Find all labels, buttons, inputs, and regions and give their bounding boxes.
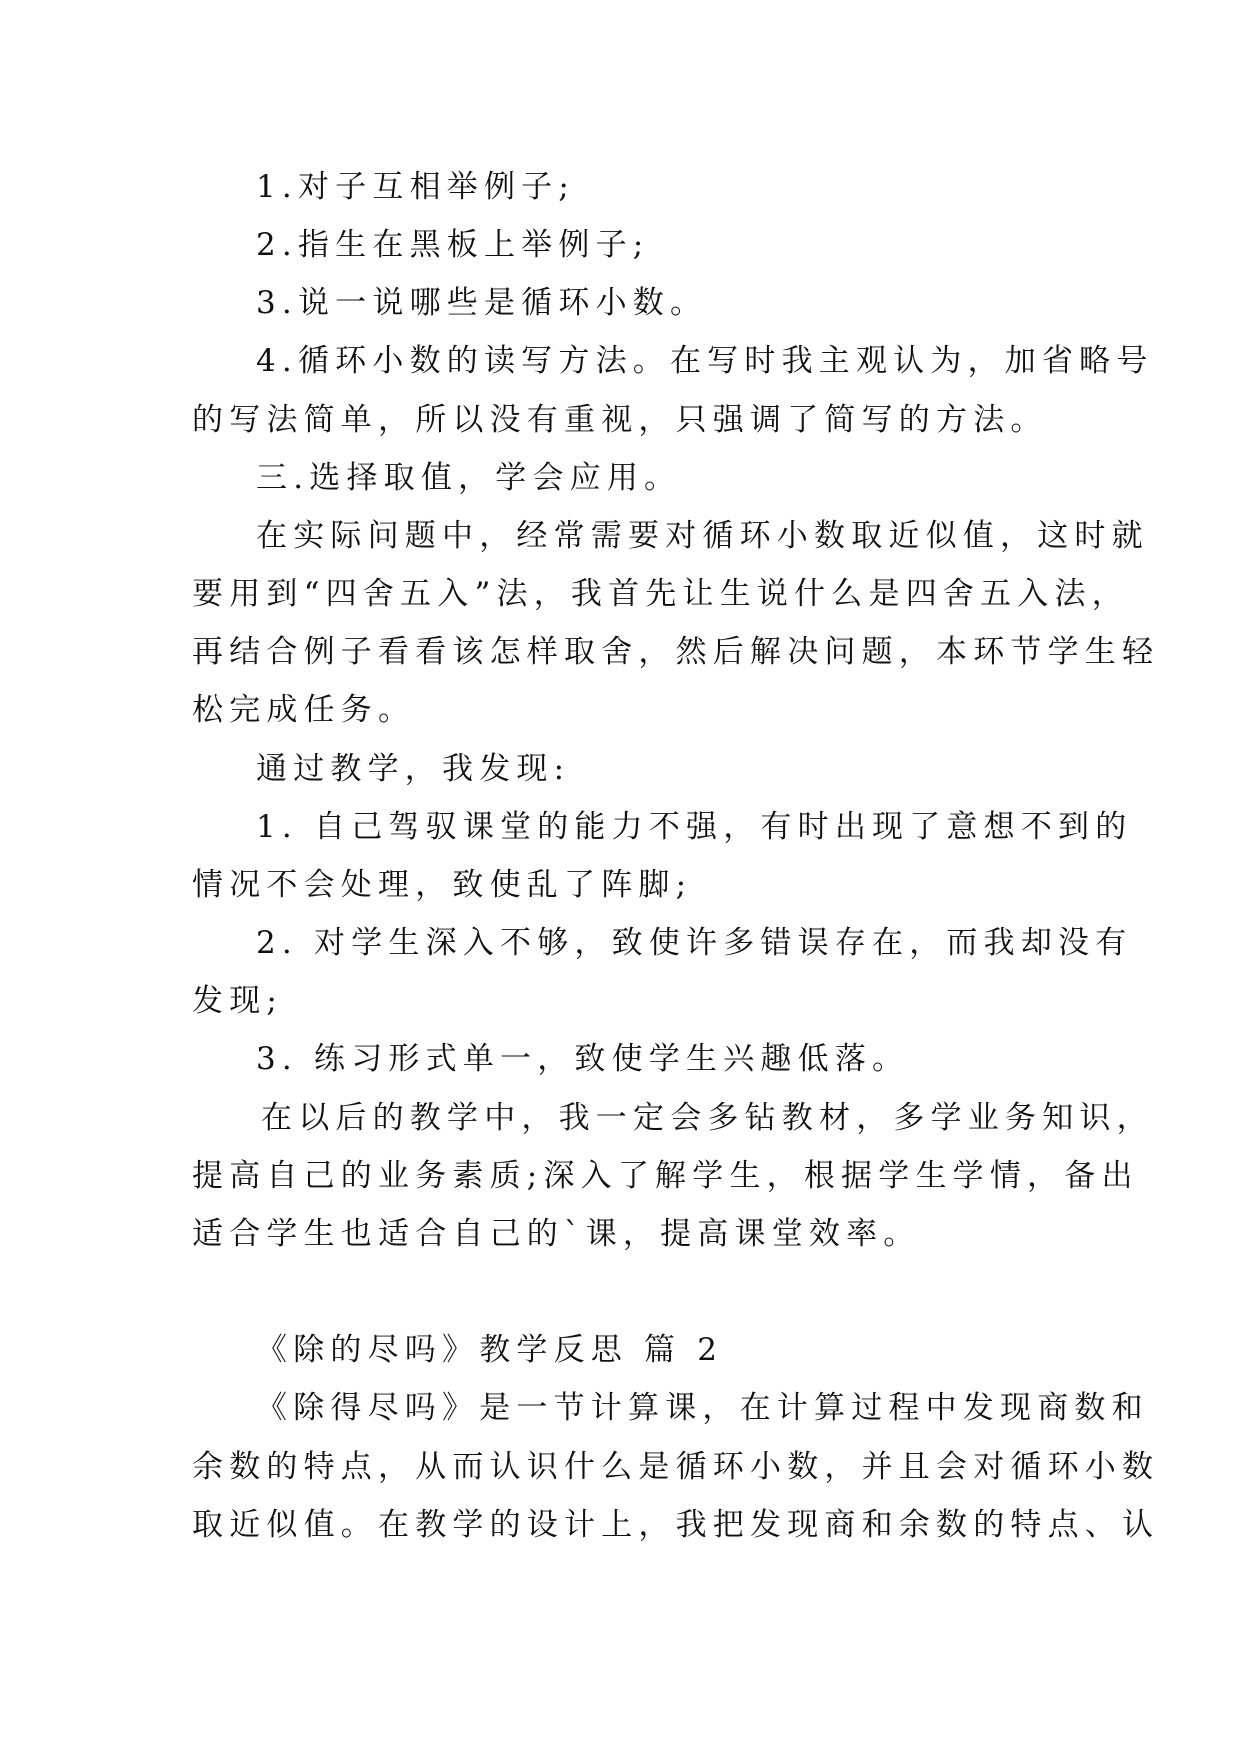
- paragraph-line: 余数的特点，从而认识什么是循环小数，并且会对循环小数: [192, 1449, 1160, 1485]
- article-title: 《除的尽吗》教学反思 篇 2: [256, 1332, 724, 1368]
- list-item-line: 3. 练习形式单一，致使学生兴趣低落。: [256, 1041, 910, 1077]
- paragraph-line: 要用到“四舍五入”法，我首先让生说什么是四舍五入法，: [192, 576, 1129, 612]
- list-item-line: 情况不会处理，致使乱了阵脚;: [192, 867, 693, 903]
- paragraph-line: 2.指生在黑板上举例子;: [256, 227, 650, 263]
- list-item-line: 发现;: [192, 983, 284, 1019]
- paragraph-line: 松完成任务。: [192, 692, 416, 728]
- paragraph-line: 再结合例子看看该怎样取舍，然后解决问题，本环节学生轻: [192, 634, 1160, 670]
- paragraph-line: 在以后的教学中，我一定会多钻教材，多学业务知识，: [261, 1100, 1154, 1136]
- paragraph-line: 取近似值。在教学的设计上，我把发现商和余数的特点、认: [192, 1507, 1160, 1543]
- paragraph-line: 提高自己的业务素质;深入了解学生，根据学生学情，备出: [192, 1158, 1139, 1194]
- list-item-line: 1. 自己驾驭课堂的能力不强，有时出现了意想不到的: [256, 809, 1133, 845]
- paragraph-line: 通过教学，我发现:: [256, 751, 571, 787]
- paragraph-line: 适合学生也适合自己的`课，提高课堂效率。: [192, 1216, 921, 1252]
- paragraph-line: 在实际问题中，经常需要对循环小数取近似值，这时就: [256, 518, 1149, 554]
- paragraph-line: 《除得尽吗》是一节计算课，在计算过程中发现商数和: [256, 1390, 1149, 1426]
- paragraph-line: 的写法简单，所以没有重视，只强调了简写的方法。: [192, 402, 1048, 438]
- paragraph-line: 3.说一说哪些是循环小数。: [256, 285, 708, 321]
- paragraph-line: 4.循环小数的读写方法。在写时我主观认为，加省略号: [256, 343, 1154, 379]
- list-item-line: 2. 对学生深入不够，致使许多错误存在，而我却没有: [256, 925, 1133, 961]
- section-heading: 三.选择取值，学会应用。: [256, 460, 682, 496]
- paragraph-line: 1.对子互相举例子;: [256, 169, 576, 205]
